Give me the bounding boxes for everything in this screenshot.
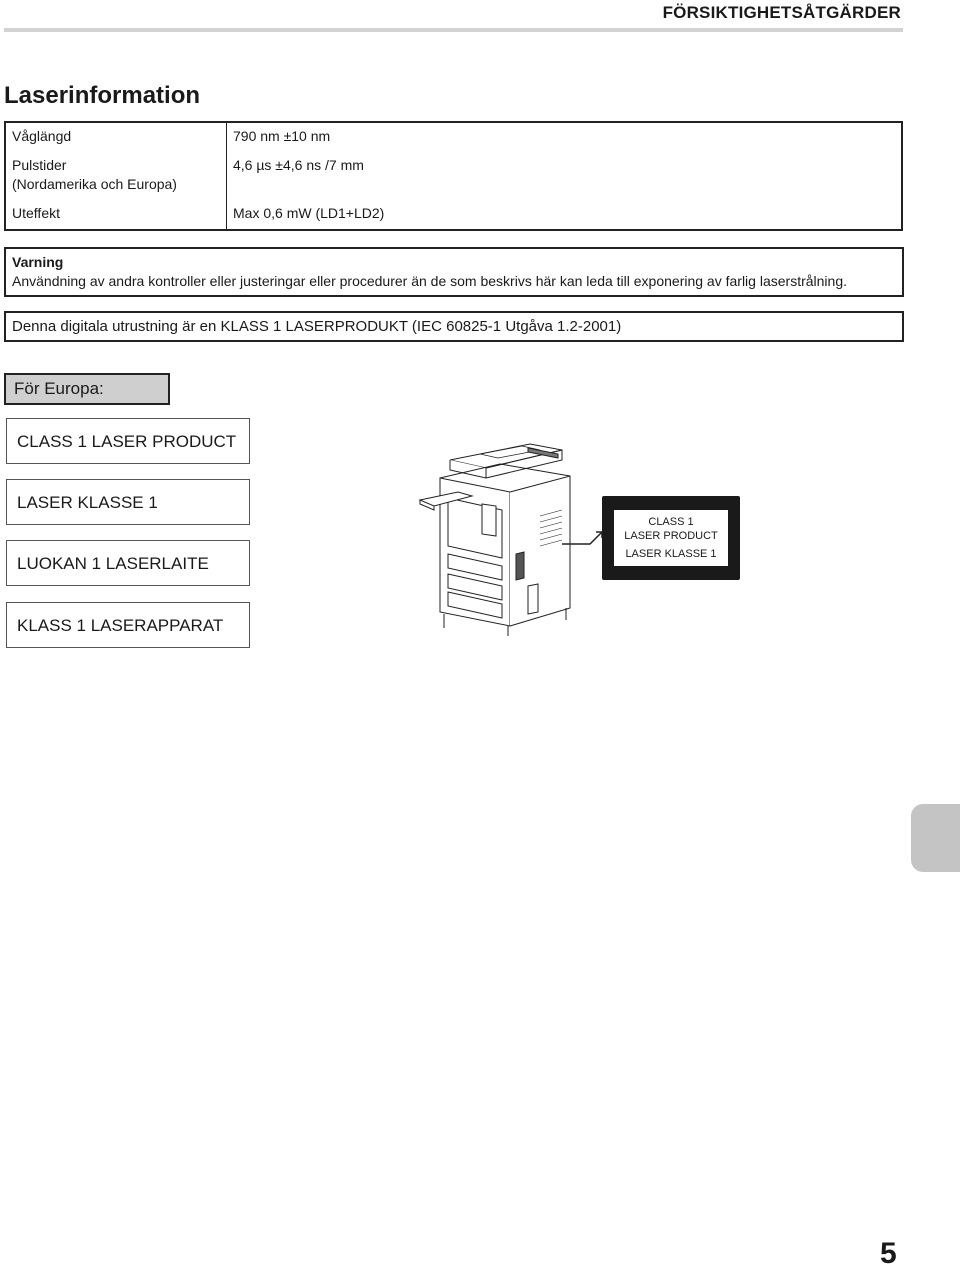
spec-value: Max 0,6 mW (LD1+LD2) <box>233 205 385 221</box>
warning-text: Användning av andra kontroller eller justeringar eller procedurer än de som beskrivs här kan leda till exponering av farlig laserstrålning. <box>12 273 847 289</box>
laser-spec-table <box>4 121 903 231</box>
laser-warning-label <box>602 496 740 580</box>
laser-warning-label-text <box>614 510 728 566</box>
spec-label-line: Pulstider <box>12 157 67 173</box>
spec-label: Uteffekt <box>5 200 227 230</box>
warning-box <box>4 247 904 297</box>
spec-label-line: (Nordamerika och Europa) <box>12 176 177 192</box>
label-class1: CLASS 1 LASER PRODUCT <box>6 418 250 464</box>
spec-label <box>5 152 227 200</box>
table-row <box>5 152 902 200</box>
sticker-line: LASER PRODUCT <box>624 530 718 542</box>
header-rule <box>4 28 903 32</box>
label-klasse1: LASER KLASSE 1 <box>6 479 250 525</box>
page-number: 5 <box>880 1237 897 1270</box>
chapter-tab <box>911 804 960 872</box>
page-title: Laserinformation <box>4 82 201 109</box>
section-title: FÖRSIKTIGHETSÅTGÄRDER <box>662 3 901 22</box>
warning-title: Varning <box>12 254 64 270</box>
arrow-icon <box>560 526 608 548</box>
europe-heading: För Europa: <box>4 373 170 405</box>
sticker-line: CLASS 1 <box>648 516 694 528</box>
table-row <box>5 200 902 230</box>
label-luokan1: LUOKAN 1 LASERLAITE <box>6 540 250 586</box>
spec-value: 790 nm ±10 nm <box>233 128 331 144</box>
spec-value: 4,6 µs ±4,6 ns /7 mm <box>233 157 364 173</box>
table-row <box>5 122 902 152</box>
sticker-line: LASER KLASSE 1 <box>625 548 717 560</box>
spec-label: Våglängd <box>5 122 227 152</box>
label-klass1: KLASS 1 LASERAPPARAT <box>6 602 250 648</box>
class-statement: Denna digitala utrustning är en KLASS 1 LASERPRODUKT (IEC 60825-1 Utgåva 1.2-2001) <box>4 311 904 342</box>
